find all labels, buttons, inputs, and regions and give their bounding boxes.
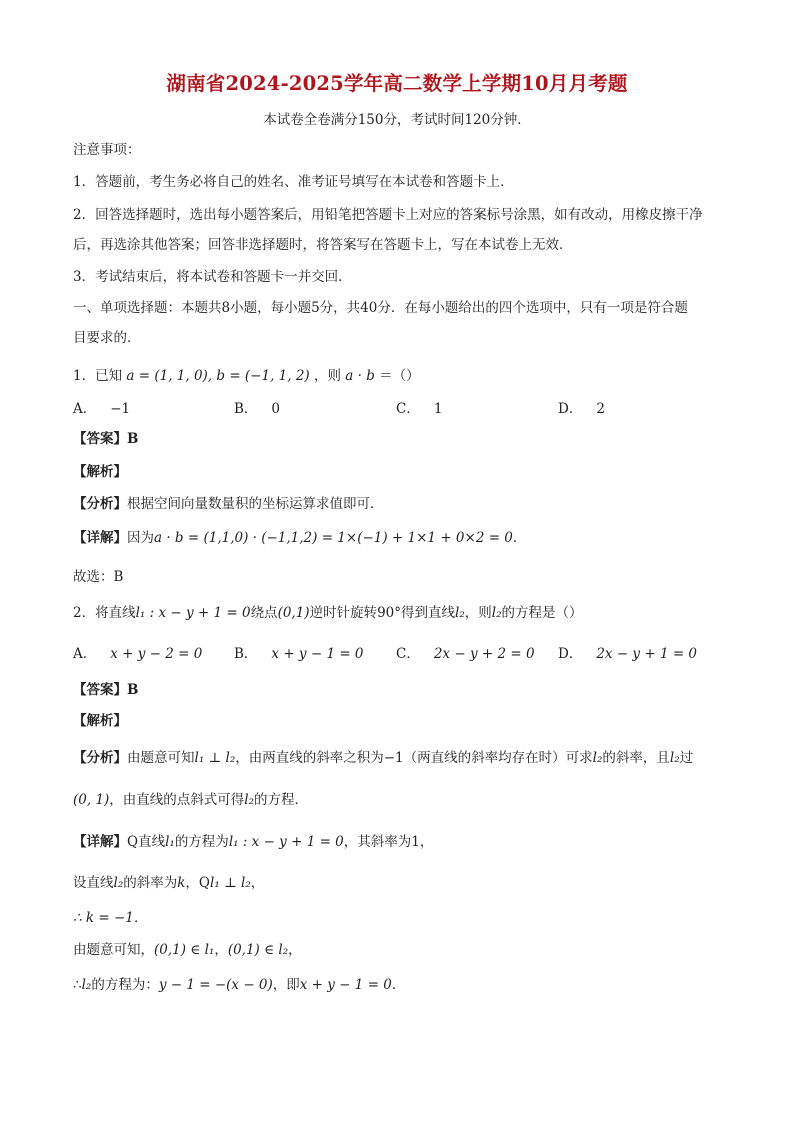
q2-step-5: ∴l₂的方程为：y − 1 = −(x − 0)，即x + y − 1 = 0．: [73, 977, 406, 993]
q2-analysis-tag: 【解析】: [73, 713, 127, 729]
q1-option-b: B． 0: [234, 401, 281, 417]
q2-option-a: A． x + y − 2 = 0: [73, 646, 203, 662]
q2-option-d: D． 2x − y + 1 = 0: [558, 646, 698, 662]
q2-option-c: C． 2x − y + 2 = 0: [396, 646, 535, 662]
q1-option-a: A． −1: [73, 401, 131, 417]
page-title: 湖南省2024-2025学年高二数学上学期10月月考题: [166, 72, 628, 95]
notice-item-3: 3．考试结束后，将本试卷和答题卡一并交回．: [73, 269, 352, 285]
dot-product: a · b: [345, 368, 375, 384]
q2-fenxi-line-2: (0, 1)，由直线的点斜式可得l₂的方程．: [73, 792, 309, 808]
q1-option-d: D． 2: [558, 401, 605, 417]
q2-fenxi-line-1: 【分析】由题意可知l₁ ⊥ l₂，由两直线的斜率之积为−1（两直线的斜率均存在时）可求l₂的斜率，且l₂过: [73, 750, 694, 766]
q2-step-4: 由题意可知，(0,1) ∈ l₁，(0,1) ∈ l₂，: [73, 942, 302, 958]
q2-xiangjie-line-1: 【详解】Q直线l₁的方程为l₁ : x − y + 1 = 0，其斜率为1，: [73, 834, 434, 850]
question-1-stem: 1．已知 a = (1, 1, 0), b = (−1, 1, 2) ，则 a · b ＝（）: [73, 368, 420, 384]
q1-answer: 【答案】B: [73, 431, 139, 447]
q1-option-c: C． 1: [396, 401, 443, 417]
section-heading-line-1: 一、单项选择题：本题共8小题，每小题5分，共40分．在每小题给出的四个选项中，只有一项是符合题: [73, 300, 688, 316]
notice-item-1: 1．答题前，考生务必将自己的姓名、准考证号填写在本试卷和答题卡上．: [73, 174, 514, 190]
notice-heading: 注意事项：: [73, 142, 141, 158]
notice-item-2-line-2: 后，再选涂其他答案；回答非选择题时，将答案写在答题卡上，写在本试卷上无效．: [73, 237, 573, 253]
q1-fenxi: 【分析】根据空间向量数量积的坐标运算求值即可．: [73, 496, 384, 512]
q1-choose: 故选：B: [73, 569, 124, 585]
q2-step-3: ∴ k = −1．: [73, 910, 148, 926]
question-2-stem: 2．将直线l₁ : x − y + 1 = 0绕点(0,1)逆时针旋转90°得到直线l₂，则l₂的方程是（）: [73, 605, 583, 621]
q2-option-b: B． x + y − 1 = 0: [234, 646, 364, 662]
notice-item-2-line-1: 2．回答选择题时，选出每小题答案后，用铅笔把答题卡上对应的答案标号涂黑，如有改动，用橡皮擦干净: [73, 207, 703, 223]
q2-step-2: 设直线l₂的斜率为k，Ql₁ ⊥ l₂，: [73, 875, 265, 891]
q1-analysis-tag: 【解析】: [73, 464, 127, 480]
q2-answer: 【答案】B: [73, 682, 139, 698]
section-heading-line-2: 目要求的．: [73, 330, 141, 346]
q1-xiangjie: 【详解】因为a · b = (1,1,0) · (−1,1,2) = 1×(−1) + 1×1 + 0×2 = 0．: [73, 530, 527, 546]
vector-definition: a = (1, 1, 0), b = (−1, 1, 2): [126, 368, 310, 384]
exam-subtitle: 本试卷全卷满分150分，考试时间120分钟．: [263, 112, 531, 128]
